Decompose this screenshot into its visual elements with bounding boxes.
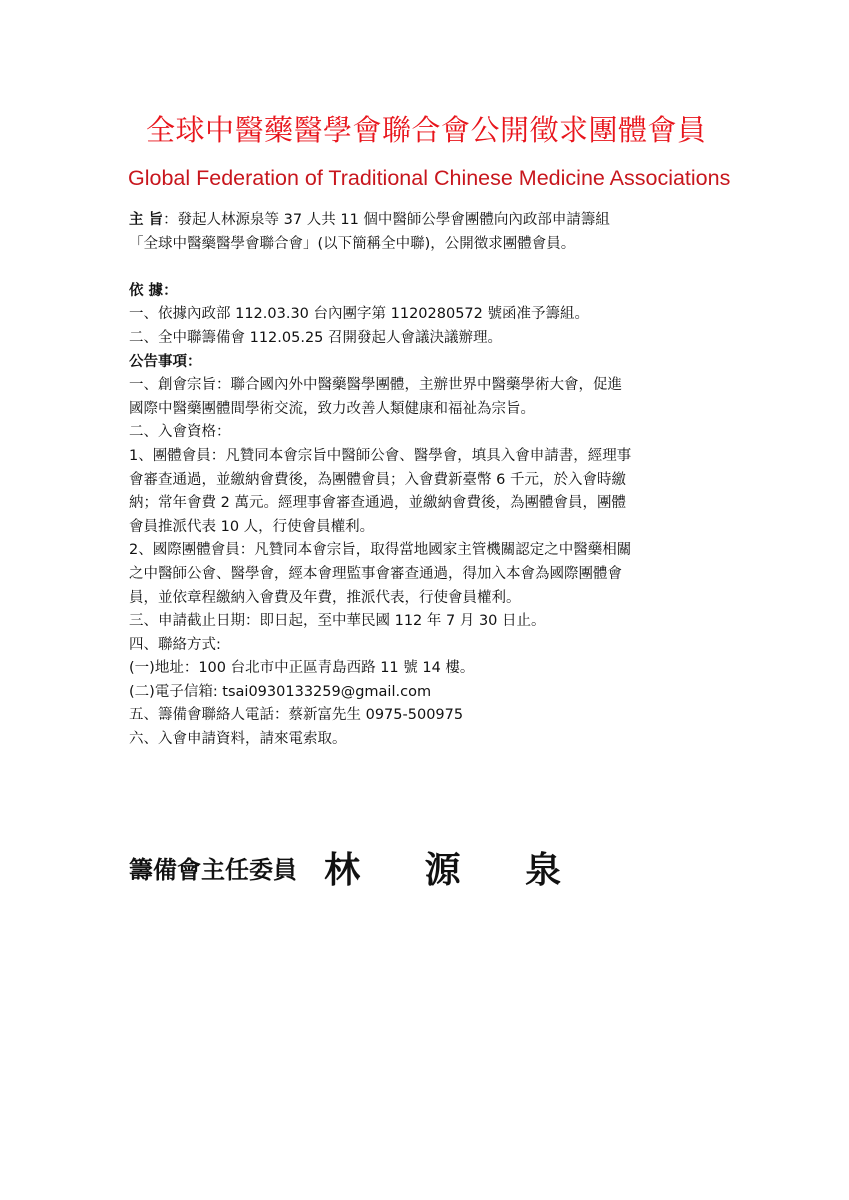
notice-line: 國際中醫藥團體間學術交流，致力改善人類健康和福祉為宗旨。 <box>129 400 535 417</box>
notice-line: 納；常年會費 2 萬元。經理事會審查通過，並繳納會費後，為團體會員，團體 <box>129 495 626 512</box>
basis-item: 二、全中聯籌備會 112.05.25 召開發起人會議決議辦理。 <box>129 329 503 346</box>
basis-label: 依 據 <box>129 282 164 299</box>
notice-line: 2、國際團體會員：凡贊同本會宗旨，取得當地國家主管機關認定之中醫藥相關 <box>129 542 632 559</box>
signature-label: 籌備會主任委員 <box>129 856 297 884</box>
notice-line: 四、聯絡方式: <box>129 636 221 653</box>
notice-line: 會審查通過，並繳納會費後，為團體會員；入會費新臺幣 6 千元，於入會時繳 <box>129 471 626 488</box>
purpose-line-1 <box>129 209 729 233</box>
signature-block <box>129 842 587 893</box>
notice-label: 公告事項 <box>129 353 187 370</box>
notice-line: 一、創會宗旨：聯合國內外中醫藥醫學團體，主辦世界中醫藥學術大會，促進 <box>129 377 622 394</box>
notice-heading <box>129 351 729 375</box>
document-title-chinese: 全球中醫藥醫學會聯合會公開徵求團體會員 <box>146 113 707 147</box>
notice-line: 三、申請截止日期：即日起，至中華民國 112 年 7 月 30 日止。 <box>129 613 546 630</box>
notice-line: 會員推派代表 10 人，行使會員權利。 <box>129 518 375 535</box>
notice-line: (二)電子信箱: tsai0930133259@gmail.com <box>129 683 432 700</box>
notice-line: 1、團體會員：凡贊同本會宗旨中醫師公會、醫學會，填具入會申請書，經理事 <box>129 447 632 464</box>
notice-line: 六、入會申請資料，請來電索取。 <box>129 731 347 748</box>
purpose-text-1: ：發起人林源泉等 37 人共 11 個中醫師公學會團體向內政部申請籌組 <box>163 212 610 228</box>
notice-colon: ： <box>187 353 202 370</box>
signature-name: 林 源 泉 <box>324 849 588 891</box>
notice-line: (一)地址：100 台北市中正區青島西路 11 號 14 樓。 <box>129 660 475 677</box>
notice-line: 之中醫師公會、醫學會，經本會理監事會審查通過，得加入本會為國際團體會 <box>129 565 622 582</box>
notice-line: 五、籌備會聯絡人電話：蔡新富先生 0975-500975 <box>129 707 464 724</box>
purpose-line-2: 「全球中醫藥醫學會聯合會」(以下簡稱全中聯)，公開徵求團體會員。 <box>129 235 576 252</box>
document-body <box>129 209 729 752</box>
notice-line: 二、入會資格： <box>129 424 231 441</box>
notice-line: 員，並依章程繳納入會費及年費，推派代表，行使會員權利。 <box>129 589 521 606</box>
basis-heading <box>129 280 729 304</box>
basis-colon: ： <box>163 282 178 299</box>
basis-item: 一、依據內政部 112.03.30 台內團字第 1120280572 號函准予籌組。 <box>129 306 589 323</box>
paragraph-gap <box>129 256 729 280</box>
purpose-label: 主 旨 <box>129 212 164 228</box>
document-title-english: Global Federation of Traditional Chinese Medicine Associations <box>128 166 731 190</box>
